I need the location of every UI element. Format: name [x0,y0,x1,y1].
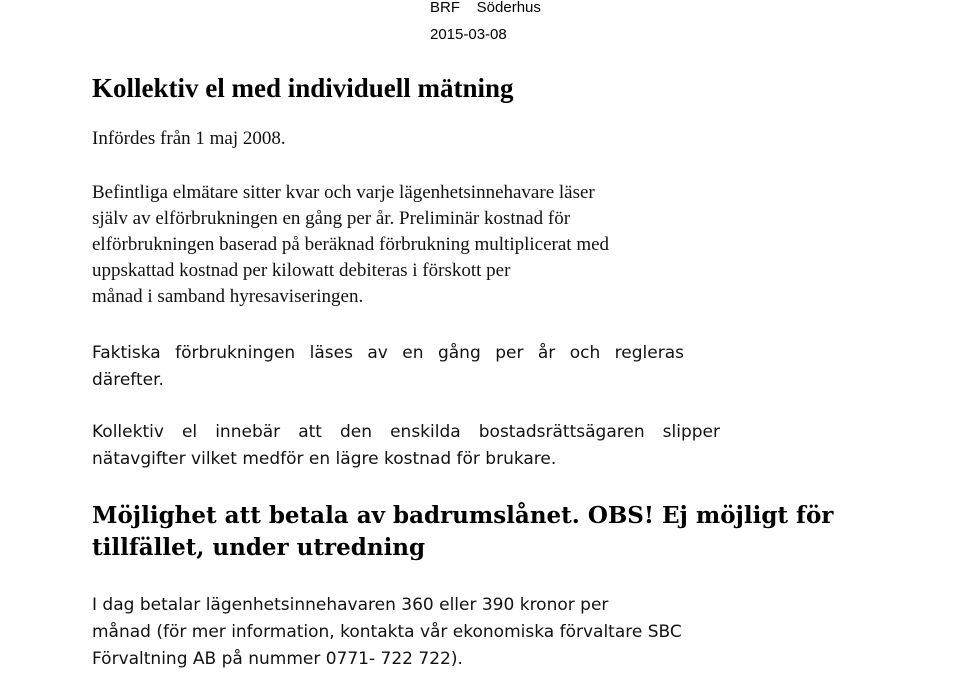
section-heading [92,500,852,564]
text-line: nätavgifter vilket medför en lägre kostnad för brukare. [92,449,557,469]
payment-paragraph [92,592,682,673]
text-line: uppskattad kostnad per kilowatt debiteras i förskott per [92,260,511,281]
heading-line: Möjlighet att betala av badrumslånet. OBS! Ej möjligt för [92,502,834,529]
text-line: Förvaltning AB på nummer 0771- 722 722). [92,649,463,669]
text-line: månad i samband hyresaviseringen. [92,286,364,307]
text-line: själv av elförbrukningen en gång per år. Preliminär kostnad för [92,208,571,229]
text-line: Kollektiv el innebär att den enskilda bostadsrättsägaren slipper [92,422,720,442]
heading-line: tillfället, under utredning [92,534,426,561]
page-title: Kollektiv el med individuell mätning [92,73,514,103]
intro-paragraph: Infördes från 1 maj 2008. [92,128,286,149]
header-date: 2015-03-08 [430,26,507,43]
text-line: Befintliga elmätare sitter kvar och varje lägenhetsinnehavare läser [92,182,595,203]
collective-paragraph [92,419,720,473]
text-line: månad (för mer information, kontakta vår ekonomiska förvaltare SBC [92,622,682,642]
text-line: elförbrukningen baserad på beräknad förbrukning multiplicerat med [92,234,610,255]
text-line: Faktiska förbrukningen läses av en gång per år och regleras [92,343,684,363]
text-line: I dag betalar lägenhetsinnehavaren 360 eller 390 kronor per [92,595,609,615]
text-line: därefter. [92,370,164,390]
reading-paragraph [92,340,684,394]
header-organization: BRF Söderhus [430,0,541,16]
electricity-paragraph [92,180,609,310]
